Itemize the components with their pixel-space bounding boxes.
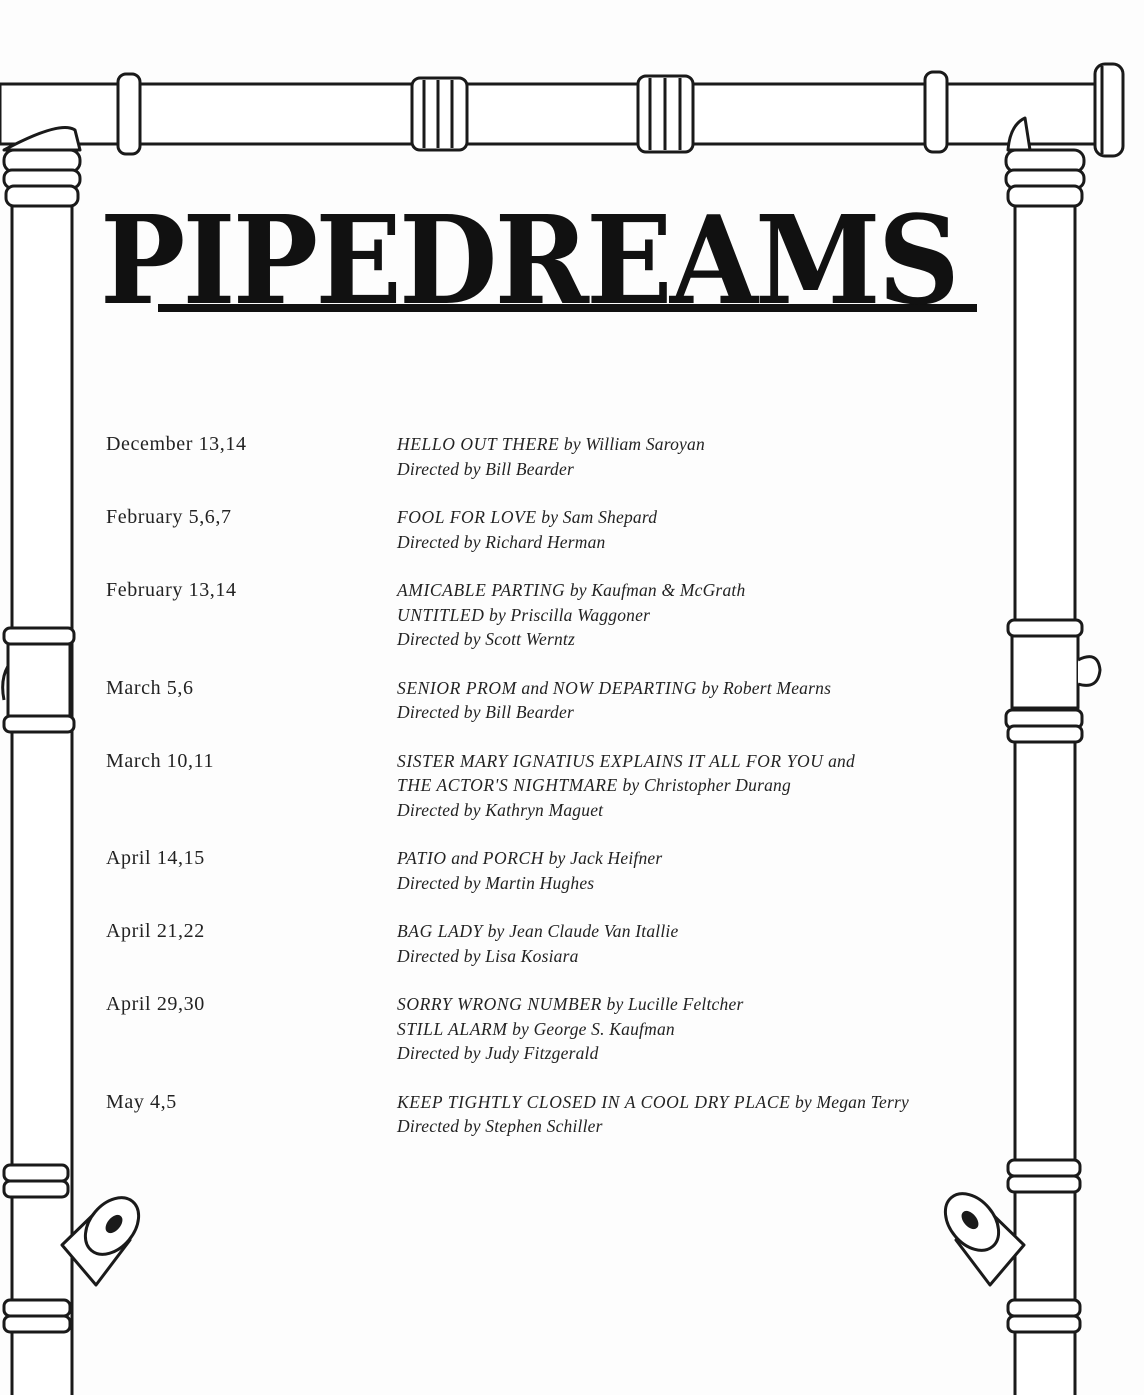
connector-word: by	[606, 994, 624, 1014]
schedule-row	[106, 919, 1006, 968]
performance-date: December 13,14	[106, 433, 247, 455]
performance-date: March 10,11	[106, 749, 215, 772]
left-pipe	[12, 205, 72, 1395]
connector-word: by	[541, 507, 559, 527]
right-pipe	[1015, 205, 1075, 1395]
playwright-name: William Saroyan	[585, 434, 705, 454]
top-pipe-band	[925, 72, 947, 152]
performance-date: April 14,15	[106, 847, 205, 869]
playwright-name: Robert Mearns	[723, 677, 832, 698]
play-listing	[397, 846, 1006, 895]
right-pipe-band	[1008, 726, 1082, 742]
connector-word: by	[563, 434, 581, 454]
connector-word: by	[548, 848, 566, 868]
director-line	[397, 944, 1006, 969]
top-pipe-band	[118, 74, 140, 154]
page-title	[100, 190, 985, 330]
performance-date: May 4,5	[106, 1090, 177, 1113]
top-pipe-end-cap	[1095, 64, 1123, 156]
play-line	[397, 773, 1006, 798]
play-title: HELLO OUT THERE	[397, 434, 560, 454]
play-title: FOOL FOR LOVE	[397, 507, 537, 527]
performance-date: April 29,30	[106, 993, 205, 1015]
performance-date: March 5,6	[106, 676, 194, 699]
connector-word: by	[489, 604, 506, 625]
play-title: PORCH	[482, 848, 545, 868]
title-text: PIPEDREAMS	[100, 188, 958, 332]
play-title: UNTITLED	[397, 604, 485, 625]
playwright-name: George S. Kaufman	[533, 1018, 675, 1039]
play-listing	[397, 432, 1006, 481]
right-pipe-collar	[1012, 636, 1078, 708]
play-line	[397, 919, 1006, 944]
play-listing	[397, 992, 1006, 1066]
play-line	[397, 578, 1006, 603]
play-listing	[397, 505, 1006, 554]
play-title: STILL ALARM	[397, 1018, 508, 1039]
director-line	[397, 627, 1006, 652]
play-title: AMICABLE PARTING	[397, 580, 566, 600]
schedule-row	[106, 505, 1006, 554]
play-title: BAG LADY	[397, 921, 483, 941]
director-line	[397, 457, 1006, 482]
left-pipe-band	[4, 628, 74, 644]
play-line	[397, 992, 1006, 1017]
playwright-name: Jean Claude Van Itallie	[509, 921, 679, 941]
playwright-name: Megan Terry	[816, 1091, 909, 1112]
director-credit: Directed by Lisa Kosiara	[397, 945, 579, 966]
director-credit: Directed by Scott Werntz	[397, 629, 575, 649]
play-title: NOW DEPARTING	[552, 677, 697, 698]
play-line	[397, 749, 1006, 774]
schedule-row	[106, 1090, 1006, 1139]
play-title: THE ACTOR'S NIGHTMARE	[397, 775, 618, 795]
schedule-row	[106, 432, 1006, 481]
schedule-row	[106, 578, 1006, 652]
schedule-row	[106, 749, 1006, 823]
director-line	[397, 798, 1006, 823]
connector-word: and	[828, 750, 855, 771]
playwright-name: Kaufman & McGrath	[591, 580, 746, 600]
play-line	[397, 603, 1006, 628]
director-credit: Directed by Bill Bearder	[397, 458, 574, 479]
play-line	[397, 1017, 1006, 1042]
left-pipe-collar	[8, 644, 70, 716]
connector-word: and	[521, 677, 549, 698]
play-listing	[397, 578, 1006, 652]
play-line	[397, 1090, 1006, 1115]
director-credit: Directed by Bill Bearder	[397, 702, 574, 722]
playwright-name: Jack Heifner	[570, 848, 663, 868]
right-pipe-band	[1008, 620, 1082, 636]
director-line	[397, 1114, 1006, 1139]
left-pipe-band	[4, 716, 74, 732]
director-credit: Directed by Kathryn Maguet	[397, 799, 604, 820]
director-credit: Directed by Judy Fitzgerald	[397, 1043, 599, 1063]
play-title: SORRY WRONG NUMBER	[397, 994, 602, 1014]
performance-date: April 21,22	[106, 920, 205, 942]
play-line	[397, 505, 1006, 530]
playwright-name: Sam Shepard	[562, 507, 658, 527]
play-title: PATIO	[397, 848, 447, 868]
play-listing	[397, 1090, 1006, 1139]
play-title: KEEP TIGHTLY CLOSED IN A COOL DRY PLACE	[397, 1091, 791, 1112]
playwright-name: Priscilla Waggoner	[510, 604, 651, 625]
connector-word: and	[451, 848, 479, 868]
director-line	[397, 530, 1006, 555]
director-credit: Directed by Richard Herman	[397, 531, 606, 552]
play-listing	[397, 749, 1006, 823]
connector-word: by	[622, 775, 640, 795]
schedule-row	[106, 846, 1006, 895]
play-title: SISTER MARY IGNATIUS EXPLAINS IT ALL FOR YOU	[397, 750, 824, 771]
connector-word: by	[487, 921, 505, 941]
playwright-name: Christopher Durang	[643, 775, 791, 795]
director-line	[397, 700, 1006, 725]
connector-word: by	[794, 1091, 812, 1112]
connector-word: by	[569, 580, 587, 600]
connector-word: by	[701, 677, 719, 698]
performance-schedule	[106, 432, 1006, 1163]
performance-date: February 5,6,7	[106, 506, 232, 528]
play-listing	[397, 919, 1006, 968]
play-line	[397, 676, 1006, 701]
play-line	[397, 846, 1006, 871]
play-title: SENIOR PROM	[397, 677, 517, 698]
connector-word: by	[512, 1018, 529, 1039]
director-credit: Directed by Martin Hughes	[397, 872, 595, 893]
director-credit: Directed by Stephen Schiller	[397, 1116, 603, 1136]
schedule-row	[106, 992, 1006, 1066]
performance-date: February 13,14	[106, 579, 237, 601]
play-listing	[397, 676, 1006, 725]
director-line	[397, 871, 1006, 896]
director-line	[397, 1041, 1006, 1066]
schedule-row	[106, 676, 1006, 725]
play-line	[397, 432, 1006, 457]
playwright-name: Lucille Feltcher	[628, 994, 744, 1014]
